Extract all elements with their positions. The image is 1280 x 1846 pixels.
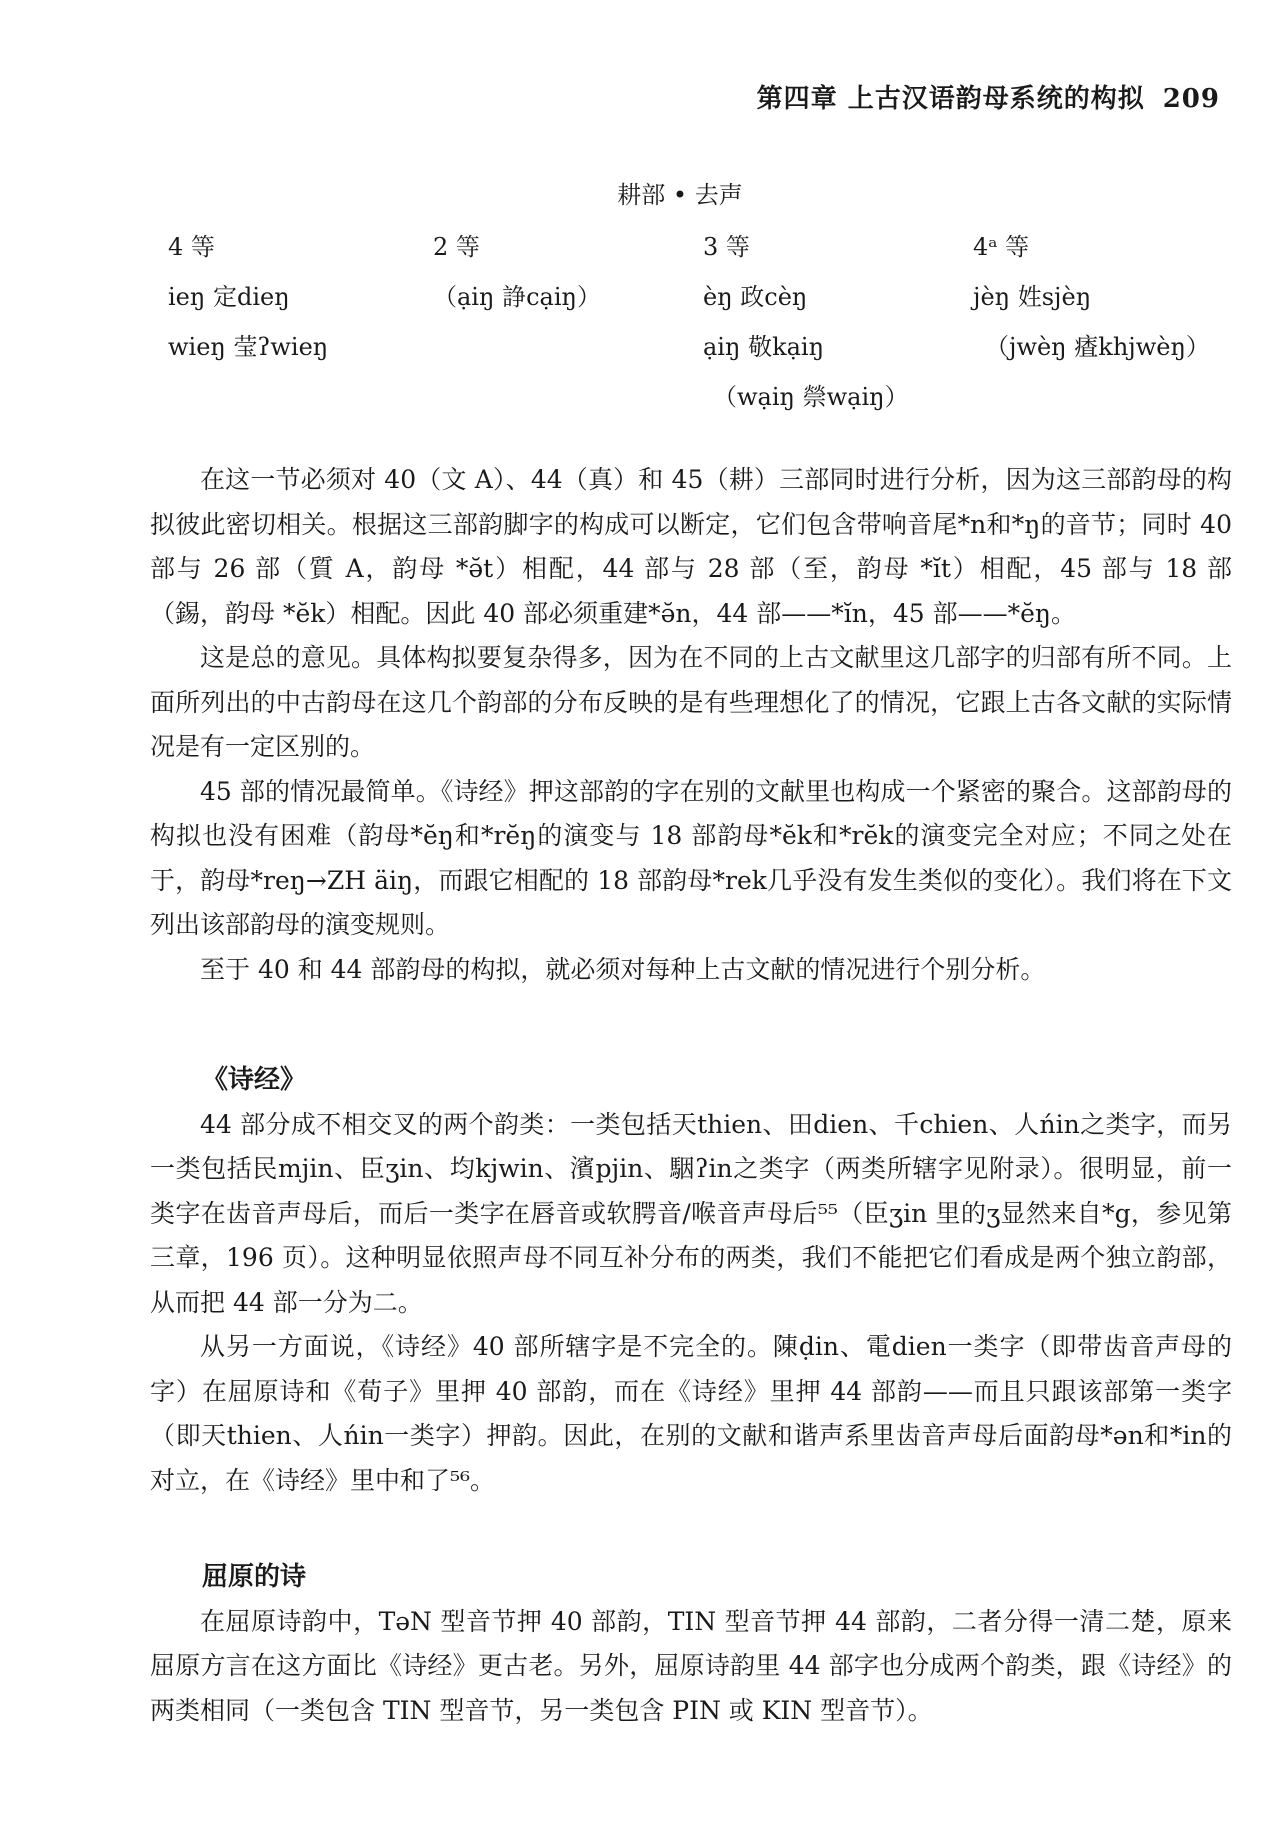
section-quyuan (150, 1555, 1232, 1733)
paragraph: 44 部分成不相交叉的两个韵类：一类包括天thien、田dien、千chien、人ńin之类字，而另一类包括民mjin、臣ʒin、均kjwin、濱pjin、駰ʔin之类字（两类所辖字见附录）。很明显，前一类字在齿音声母后，而后一类字在唇音或软腭音/喉音声母后⁵⁵（臣ʒin 里的ʒ显然来自*g，参见第三章，196 页）。这种明显依照声母不同互补分布的两类，我们不能把它们看成是两个独立韵部，从而把 44 部一分为二。 (150, 1109, 1232, 1317)
paragraph: 从另一方面说，《诗经》40 部所辖字是不完全的。陳ḍin、電dien一类字（即带齿音声母的字）在屈原诗和《荀子》里押 40 部韵，而在《诗经》里押 44 部韵——而且只跟该部第一类字（即天thien、人ńin一类字）押韵。因此，在别的文献和谐声系里齿音声母后面韵母*ən和*in的对立，在《诗经》里中和了⁵⁶。 (150, 1332, 1232, 1495)
paragraph: 这是总的意见。具体构拟要复杂得多，因为在不同的上古文献里这几部字的归部有所不同。上面所列出的中古韵母在这几个韵部的分布反映的是有些理想化了的情况，它跟上古各文献的实际情况是有一定区别的。 (150, 643, 1232, 761)
table-column (168, 222, 328, 372)
chapter-title: 第四章 上古汉语韵母系统的构拟 (756, 84, 1145, 114)
paragraph: 在屈原诗韵中，TəN 型音节押 40 部韵，TIN 型音节押 44 部韵，二者分得一清二楚，原来屈原方言在这方面比《诗经》更古老。另外，屈原诗韵里 44 部字也分成两个韵类，跟《诗经》的两类相同（一类包含 TIN 型音节，另一类包含 PIN 或 KIN 型音节）。 (150, 1606, 1232, 1725)
column-header: 2 等 (433, 233, 480, 261)
table-cell: èŋ 政cèŋ (703, 283, 808, 311)
table-column (433, 222, 601, 322)
column-header: 4 等 (168, 233, 215, 261)
paragraph: 45 部的情况最简单。《诗经》押这部韵的字在别的文献里也构成一个紧密的聚合。这部韵母的构拟也没有困难（韵母*ĕŋ和*rĕŋ的演变与 18 部韵母*ĕk和*rĕk的演变完全对应；不同之处在于，韵母*reŋ→ZH äiŋ，而跟它相配的 18 部韵母*rek几乎没有发生类似的变化）。我们将在下文列出该部韵母的演变规则。 (150, 776, 1232, 939)
paragraph: 在这一节必须对 40（文 A）、44（真）和 45（耕）三部同时进行分析，因为这三部韵母的构拟彼此密切相关。根据这三部韵脚字的构成可以断定，它们包含带响音尾*n和*ŋ的音节；同时 40 部与 26 部（質 A，韵母 *ə̆t）相配，44 部与 28 部（至，韵母 *ĭt）相配，45 部与 18 部（錫，韵母 *ĕk）相配。因此 40 部必须重建*ə̆n，44 部——*ĭn，45 部——*ĕŋ。 (150, 465, 1232, 628)
table-column (703, 222, 909, 422)
section-heading: 屈原的诗 (202, 1562, 307, 1592)
table-column (973, 222, 1210, 372)
table-cell: （ạiŋ 諍cạiŋ） (433, 283, 601, 311)
table-cell: （wạiŋ 禜wạiŋ） (713, 383, 909, 411)
running-header (757, 78, 1220, 115)
table-cell: jèŋ 姓sjèŋ (973, 283, 1092, 311)
section-shijing (150, 1058, 1232, 1503)
column-header: 3 等 (703, 233, 750, 261)
paragraph: 至于 40 和 44 部韵母的构拟，就必须对每种上古文献的情况进行个别分析。 (200, 954, 1046, 984)
section-heading: 《诗经》 (202, 1065, 307, 1095)
table-title: 耕部 • 去声 (617, 181, 743, 209)
body-text-intro (150, 458, 1232, 992)
table-cell: ạiŋ 敬kạiŋ (703, 333, 825, 361)
table-cell: wieŋ 莹ʔwieŋ (168, 333, 329, 361)
table-cell: ieŋ 定dieŋ (168, 283, 290, 311)
table-cell: （jwèŋ 㾴khjwèŋ） (985, 333, 1210, 361)
page-number: 209 (1162, 84, 1220, 114)
column-header: 4ᵃ 等 (973, 233, 1030, 261)
